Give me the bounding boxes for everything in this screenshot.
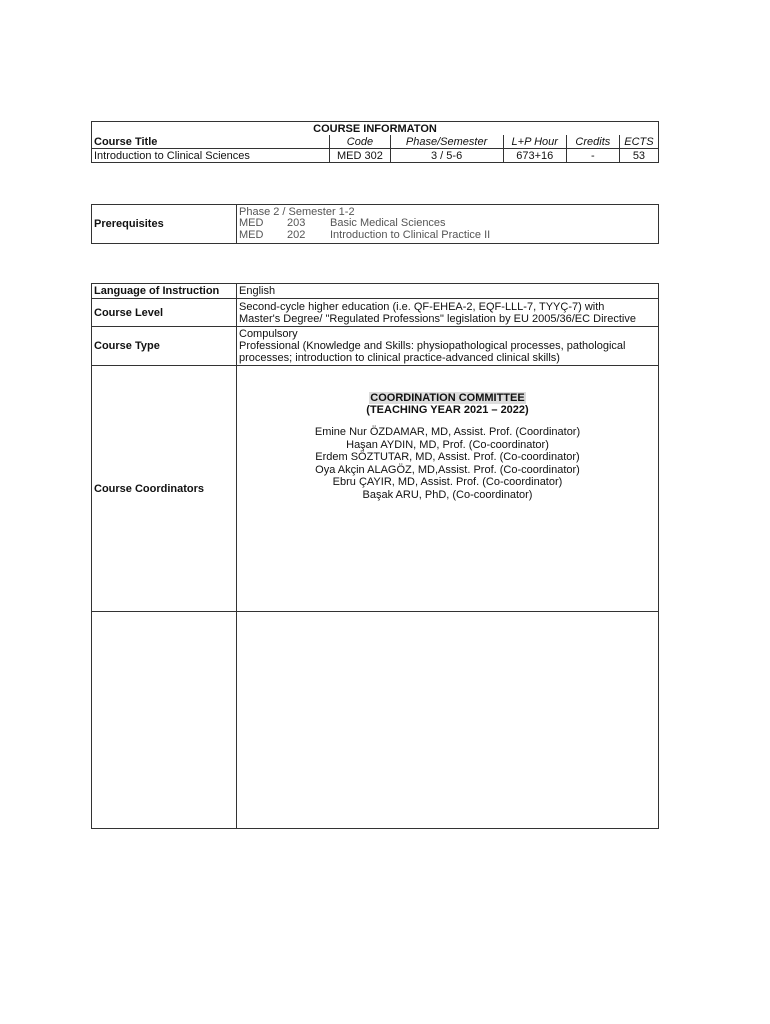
committee-member: Oya Akçin ALAGÖZ, MD,Assist. Prof. (Co-coordinator) — [315, 463, 580, 476]
credits-header: Credits — [566, 135, 619, 149]
course-type-line: Compulsory — [239, 328, 298, 340]
course-information-table — [91, 121, 659, 163]
phase-semester-header: Phase/Semester — [390, 135, 503, 149]
committee-member: Ebru ÇAYIR, MD, Assist. Prof. (Co-coordinator) — [332, 476, 563, 488]
phase-semester-value: 3 / 5-6 — [390, 149, 503, 163]
course-information-title: COURSE INFORMATON — [92, 122, 659, 136]
course-coordinators-value — [237, 366, 659, 612]
prerequisite-number: 203 — [287, 217, 306, 230]
committee-member: Emine Nur ÖZDAMAR, MD, Assist. Prof. (Coordinator) — [314, 426, 581, 438]
prerequisite-prefix: MED — [239, 217, 264, 230]
course-coordinators-label: Course Coordinators — [92, 366, 237, 612]
empty-label-cell — [92, 612, 237, 829]
committee-members — [239, 426, 656, 501]
course-type-line: processes; introduction to clinical practice-advanced clinical skills) — [239, 352, 560, 364]
prerequisite-name: Introduction to Clinical Practice II — [330, 228, 491, 241]
credits-value: - — [566, 149, 619, 163]
course-type-value — [237, 327, 659, 366]
prerequisite-number: 202 — [287, 228, 306, 241]
prerequisites-label: Prerequisites — [92, 205, 237, 244]
committee-title: COORDINATION COMMITTEE — [370, 392, 525, 404]
course-level-line: Second-cycle higher education (i.e. QF-EHEA-2, EQF-LLL-7, TYYÇ-7) with — [239, 300, 605, 313]
prerequisite-name: Basic Medical Sciences — [330, 217, 446, 230]
course-level-label: Course Level — [92, 299, 237, 327]
code-header: Code — [330, 135, 390, 149]
course-title-value: Introduction to Clinical Sciences — [92, 149, 330, 163]
code-value: MED 302 — [330, 149, 390, 163]
course-details-table — [91, 283, 659, 829]
course-type-line: Professional (Knowledge and Skills: physiopathological processes, pathological — [239, 340, 626, 352]
lp-hour-header: L+P Hour — [503, 135, 566, 149]
prerequisites-table — [91, 204, 659, 244]
lp-hour-value: 673+16 — [503, 149, 566, 163]
committee-member: Haşan AYDIN, MD, Prof. (Co-coordinator) — [346, 438, 549, 451]
ects-header: ECTS — [619, 135, 658, 149]
prerequisite-course — [239, 230, 656, 242]
committee-year: (TEACHING YEAR 2021 – 2022) — [366, 404, 529, 416]
prerequisite-prefix: MED — [239, 228, 264, 241]
language-value: English — [237, 284, 659, 299]
course-level-line: Master's Degree/ "Regulated Professions" legislation by EU 2005/36/EC Directive — [239, 312, 636, 325]
language-label: Language of Instruction — [92, 284, 237, 299]
coordination-committee — [239, 392, 656, 416]
ects-value: 53 — [619, 149, 658, 163]
prerequisites-phase: Phase 2 / Semester 1-2 — [239, 205, 355, 218]
committee-member: Başak ARU, PhD, (Co-coordinator) — [362, 488, 533, 501]
course-level-value — [237, 299, 659, 327]
prerequisites-body — [237, 205, 659, 244]
course-title-header: Course Title — [92, 135, 330, 149]
empty-value-cell — [237, 612, 659, 829]
course-type-label: Course Type — [92, 327, 237, 366]
committee-member: Erdem SÖZTUTAR, MD, Assist. Prof. (Co-coordinator) — [315, 451, 580, 463]
